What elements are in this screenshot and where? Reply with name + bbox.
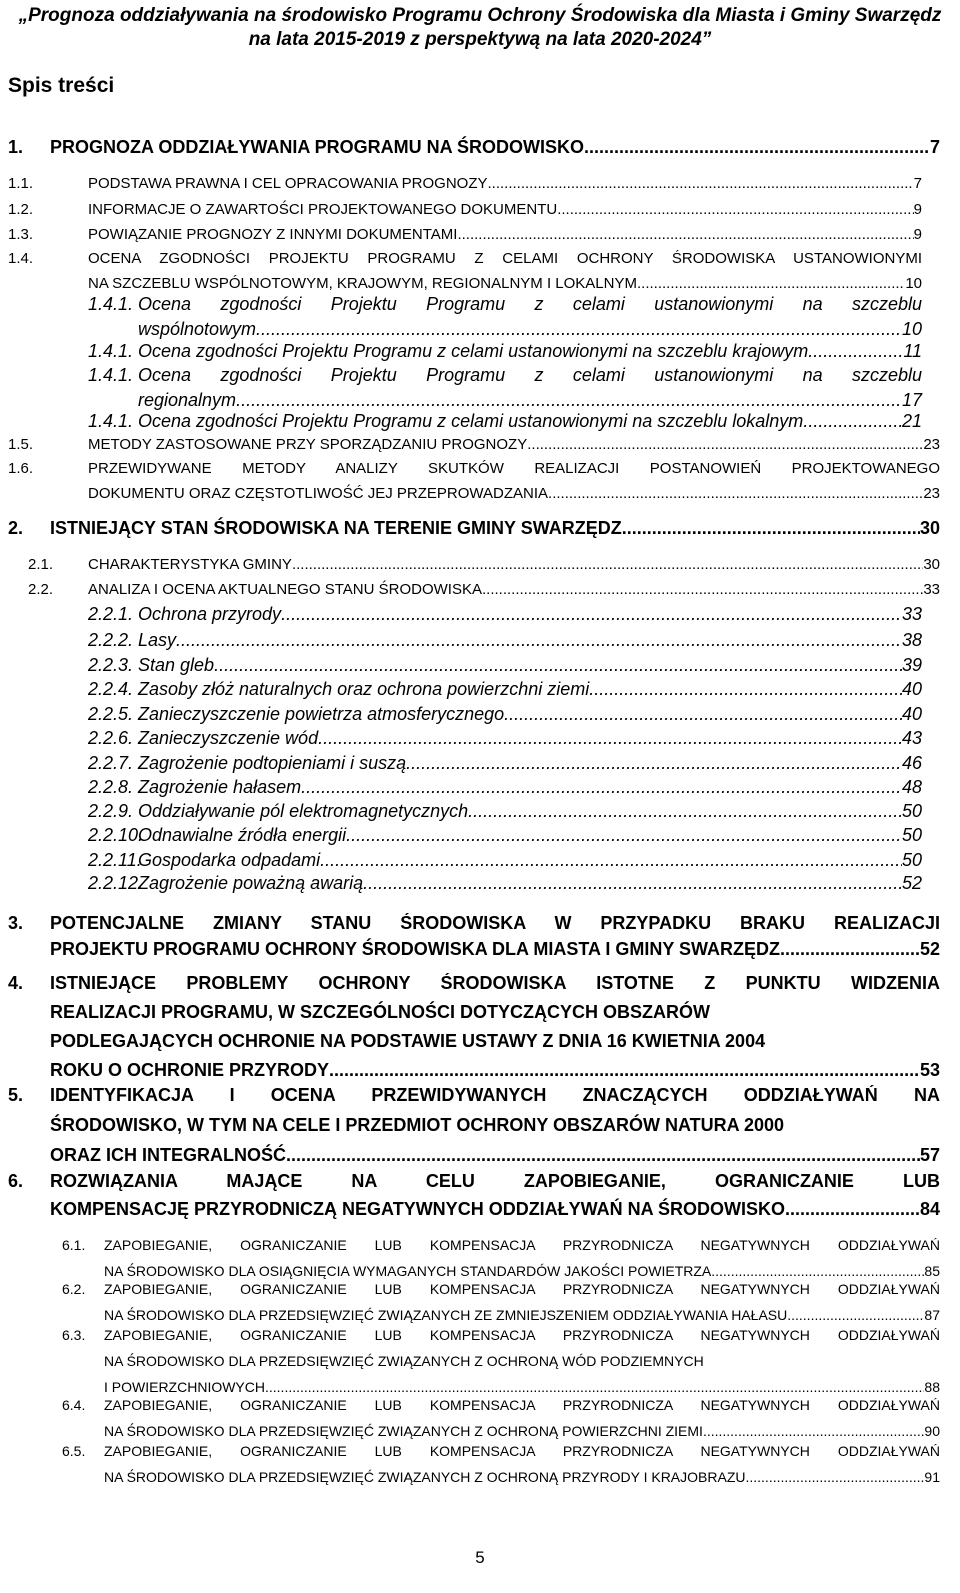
toc-entry-title: Ocena zgodności Projektu Programu z celami ustanowionymi na szczeblu lokalnym	[138, 411, 804, 431]
toc-entry-number: 2.2.3.	[88, 655, 134, 675]
toc-entry-title-continuation: I POWIERZCHNIOWYCH	[104, 1379, 265, 1395]
toc-entry-page-number: 40	[901, 704, 922, 724]
dot-leader	[301, 777, 902, 798]
toc-entry[interactable]	[88, 728, 922, 749]
header-line-1: „Prognoza oddziaływania na środowisko Programu Ochrony Środowiska dla Miasta i Gminy Swarzędz	[18, 5, 942, 26]
toc-entry-page-number: 50	[901, 825, 922, 845]
toc-entry-title-continuation: DOKUMENTU ORAZ CZĘSTOTLIWOŚĆ JEJ PRZEPROWADZANIA	[88, 485, 549, 502]
toc-entry-title: Zanieczyszczenie powietrza atmosferycznego	[138, 704, 505, 724]
toc-entry-number: 2.2.10.	[88, 825, 144, 845]
toc-entry-number: 5.	[8, 1085, 24, 1105]
toc-entry-title: Oddziaływanie pól elektromagnetycznych	[138, 801, 469, 821]
dot-leader	[622, 518, 920, 539]
dot-leader	[711, 1263, 924, 1279]
toc-entry-continuation[interactable]	[104, 1469, 940, 1485]
toc-entry[interactable]	[62, 1443, 940, 1459]
toc-entry[interactable]	[88, 411, 922, 432]
dot-leader	[363, 873, 902, 894]
toc-entry-number: 1.3.	[8, 226, 34, 243]
toc-entry-page-number: 23	[923, 485, 940, 502]
page-number: 5	[475, 1548, 485, 1567]
toc-entry-continuation[interactable]	[88, 485, 940, 502]
toc-entry-page-number: 85	[924, 1263, 940, 1279]
toc-entry-page-number: 33	[923, 581, 940, 598]
toc-entry-page-number: 39	[901, 655, 922, 675]
toc-entry-title: Odnawialne źródła energii	[138, 825, 347, 845]
dot-leader	[557, 201, 913, 218]
toc-entry-number: 2.2.5.	[88, 704, 134, 724]
dot-leader	[286, 1145, 920, 1166]
dot-leader	[637, 275, 905, 292]
dot-leader	[468, 801, 902, 822]
toc-entry-page-number: 38	[901, 630, 922, 650]
toc-entry-title: ZAPOBIEGANIE, OGRANICZANIE LUB KOMPENSACJA PRZYRODNICZA NEGATYWNYCH ODDZIAŁYWAŃ	[104, 1237, 940, 1253]
toc-entry[interactable]	[88, 873, 922, 894]
toc-entry-continuation[interactable]	[50, 1115, 940, 1136]
toc-entry-page-number: 46	[901, 753, 922, 773]
dot-leader	[548, 485, 923, 502]
toc-entry-page-number: 23	[923, 436, 940, 453]
dot-leader	[527, 436, 923, 453]
dot-leader	[457, 226, 913, 243]
toc-entry-page-number: 10	[901, 319, 922, 339]
toc-entry-number: 2.2.8.	[88, 777, 134, 797]
toc-entry-number: 1.1.	[8, 175, 34, 192]
toc-entry-title: Ocena zgodności Projektu Programu z celami ustanowionymi na szczeblu krajowym	[138, 341, 809, 361]
toc-entry-number: 2.1.	[28, 556, 54, 573]
toc-entry[interactable]	[62, 1237, 940, 1253]
toc-entry[interactable]	[88, 679, 922, 700]
toc-entry[interactable]	[8, 973, 940, 994]
toc-entry-title: CHARAKTERYSTYKA GMINY	[88, 556, 292, 573]
toc-entry-number: 1.4.1.	[88, 341, 134, 361]
toc-entry-title: ZAPOBIEGANIE, OGRANICZANIE LUB KOMPENSACJA PRZYRODNICZA NEGATYWNYCH ODDZIAŁYWAŃ	[104, 1443, 940, 1459]
toc-entry-page-number: 87	[924, 1307, 940, 1323]
toc-entry[interactable]	[88, 365, 922, 386]
toc-entry-page-number: 7	[913, 175, 922, 192]
toc-entry-number: 4.	[8, 973, 24, 993]
toc-entry[interactable]	[88, 777, 922, 798]
toc-entry-title: IDENTYFIKACJA I OCENA PRZEWIDYWANYCH ZNACZĄCYCH ODDZIAŁYWAŃ NA	[50, 1085, 940, 1105]
toc-entry-continuation[interactable]	[88, 275, 922, 292]
toc-entry-title: INFORMACJE O ZAWARTOŚCI PROJEKTOWANEGO DOKUMENTU	[88, 201, 558, 218]
dot-leader	[482, 581, 923, 598]
dot-leader	[281, 604, 902, 625]
toc-entry-title: Zagrożenie podtopieniami i suszą	[138, 753, 407, 773]
toc-entry-page-number: 40	[901, 679, 922, 699]
toc-entry-title: ROZWIĄZANIA MAJĄCE NA CELU ZAPOBIEGANIE, OGRANICZANIE LUB	[50, 1171, 940, 1191]
toc-entry[interactable]	[8, 436, 940, 453]
toc-entry-number: 6.2.	[62, 1281, 86, 1297]
toc-entry-continuation[interactable]	[104, 1307, 940, 1323]
toc-entry-title: Lasy	[138, 630, 177, 650]
toc-entry-page-number: 10	[905, 275, 922, 292]
toc-entry-page-number: 50	[901, 850, 922, 870]
toc-entry[interactable]	[8, 1171, 940, 1192]
toc-entry[interactable]	[28, 581, 940, 598]
toc-entry-continuation[interactable]	[50, 1060, 940, 1081]
dot-leader	[176, 630, 902, 651]
dot-leader	[488, 175, 914, 192]
toc-entry-number: 6.5.	[62, 1443, 86, 1459]
toc-entry-title-continuation: ROKU O OCHRONIE PRZYRODY	[50, 1060, 330, 1080]
toc-entry-title-continuation: ORAZ ICH INTEGRALNOŚĆ	[50, 1145, 286, 1165]
toc-entry-page-number: 11	[903, 341, 922, 361]
toc-entry-title: PODSTAWA PRAWNA I CEL OPRACOWANIA PROGNOZY	[88, 175, 488, 192]
dot-leader	[320, 850, 902, 871]
toc-entry[interactable]	[62, 1397, 940, 1413]
toc-entry[interactable]	[88, 655, 922, 676]
dot-leader	[292, 556, 923, 573]
dot-leader	[329, 1060, 920, 1081]
toc-entry-number: 6.4.	[62, 1397, 86, 1413]
dot-leader	[780, 939, 920, 960]
toc-entry-page-number: 21	[901, 411, 922, 431]
toc-entry-page-number: 9	[913, 226, 922, 243]
toc-entry-number: 2.2.9.	[88, 801, 134, 821]
toc-entry[interactable]	[28, 556, 940, 573]
toc-entry-number: 1.6.	[8, 460, 34, 477]
toc-entry-title-continuation: NA ŚRODOWISKO DLA PRZEDSIĘWZIĘĆ ZWIĄZANYCH Z OCHRONĄ POWIERZCHNI ZIEMI	[104, 1423, 703, 1439]
toc-entry-title-continuation: NA ŚRODOWISKO DLA PRZEDSIĘWZIĘĆ ZWIĄZANYCH Z OCHRONĄ WÓD PODZIEMNYCH	[104, 1353, 704, 1369]
toc-entry-title-continuation: PROJEKTU PROGRAMU OCHRONY ŚRODOWISKA DLA MIASTA I GMINY SWARZĘDZ	[50, 939, 781, 959]
toc-entry-number: 2.2.4.	[88, 679, 134, 699]
toc-entry-number: 6.1.	[62, 1237, 86, 1253]
dot-leader	[236, 390, 902, 411]
toc-entry-number: 3.	[8, 913, 24, 933]
dot-leader	[785, 1199, 920, 1220]
toc-entry-page-number: 53	[919, 1060, 940, 1080]
toc-entry-title-continuation: PODLEGAJĄCYCH OCHRONIE NA PODSTAWIE USTAWY Z DNIA 16 KWIETNIA 2004	[50, 1031, 766, 1051]
toc-entry[interactable]	[8, 175, 922, 192]
dot-leader	[265, 1379, 924, 1395]
toc-entry-title-continuation: ŚRODOWISKO, W TYM NA CELE I PRZEDMIOT OCHRONY OBSZARÓW NATURA 2000	[50, 1115, 785, 1135]
toc-entry-title-continuation: NA ŚRODOWISKO DLA PRZEDSIĘWZIĘĆ ZWIĄZANYCH Z OCHRONĄ PRZYRODY I KRAJOBRAZU	[104, 1469, 746, 1485]
toc-entry-number: 1.4.	[8, 250, 34, 267]
toc-entry[interactable]	[88, 341, 922, 362]
toc-entry-number: 2.2.2.	[88, 630, 134, 650]
toc-entry-page-number: 30	[923, 556, 940, 573]
dot-leader	[808, 341, 903, 362]
header-line-2: na lata 2015-2019 z perspektywą na lata 2020-2024”	[248, 29, 712, 50]
toc-entry-number: 1.	[8, 137, 24, 157]
toc-entry[interactable]	[8, 913, 940, 934]
toc-entry-title: Zasoby złóż naturalnych oraz ochrona powierzchni ziemi	[138, 679, 590, 699]
dot-leader	[346, 825, 902, 846]
toc-entry[interactable]	[88, 825, 922, 846]
toc-entry[interactable]	[8, 226, 922, 243]
toc-entry[interactable]	[8, 518, 940, 539]
toc-entry-number: 1.4.1.	[88, 365, 134, 385]
toc-entry[interactable]	[8, 137, 940, 158]
toc-entry-page-number: 9	[913, 201, 922, 218]
toc-entry-title: ISTNIEJĄCE PROBLEMY OCHRONY ŚRODOWISKA ISTOTNE Z PUNKTU WIDZENIA	[50, 973, 940, 993]
toc-entry-number: 6.3.	[62, 1327, 86, 1343]
toc-entry-number: 2.	[8, 518, 24, 538]
document-header	[0, 4, 960, 52]
toc-entry[interactable]	[88, 704, 922, 725]
toc-title: Spis treści	[8, 74, 115, 97]
toc-entry-page-number: 57	[919, 1145, 940, 1165]
toc-entry-number: 2.2.7.	[88, 753, 134, 773]
toc-entry[interactable]	[88, 850, 922, 871]
toc-entry-title: METODY ZASTOSOWANE PRZY SPORZĄDZANIU PROGNOZY	[88, 436, 528, 453]
toc-entry-continuation[interactable]	[50, 1199, 940, 1220]
toc-entry-title: ZAPOBIEGANIE, OGRANICZANIE LUB KOMPENSACJA PRZYRODNICZA NEGATYWNYCH ODDZIAŁYWAŃ	[104, 1397, 940, 1413]
toc-entry-continuation[interactable]	[50, 1002, 940, 1023]
dot-leader	[787, 1307, 924, 1323]
toc-entry-title: ANALIZA I OCENA AKTUALNEGO STANU ŚRODOWISKA	[88, 581, 482, 598]
toc-entry-title: ISTNIEJĄCY STAN ŚRODOWISKA NA TERENIE GMINY SWARZĘDZ	[50, 518, 622, 538]
toc-entry-continuation[interactable]	[104, 1379, 940, 1395]
toc-entry[interactable]	[88, 294, 922, 315]
toc-entry-page-number: 50	[901, 801, 922, 821]
dot-leader	[584, 137, 930, 158]
toc-entry-page-number: 17	[901, 390, 922, 410]
toc-entry[interactable]	[8, 201, 922, 218]
toc-entry-page-number: 91	[924, 1469, 940, 1485]
toc-entry-number: 1.2.	[8, 201, 34, 218]
toc-entry-page-number: 7	[929, 137, 940, 157]
toc-entry-title: Gospodarka odpadami	[138, 850, 321, 870]
toc-entry-title: POTENCJALNE ZMIANY STANU ŚRODOWISKA W PRZYPADKU BRAKU REALIZACJI	[50, 913, 940, 933]
toc-entry-number: 1.4.1.	[88, 411, 134, 431]
toc-entry-page-number: 52	[919, 939, 940, 959]
dot-leader	[406, 753, 902, 774]
toc-entry[interactable]	[8, 1085, 940, 1106]
toc-entry-title-continuation: REALIZACJI PROGRAMU, W SZCZEGÓLNOŚCI DOTYCZĄCYCH OBSZARÓW	[50, 1002, 710, 1022]
toc-entry[interactable]	[88, 801, 922, 822]
toc-entry-number: 2.2.12.	[88, 873, 144, 893]
toc-entry-continuation[interactable]	[104, 1263, 940, 1279]
dot-leader	[703, 1423, 924, 1439]
dot-leader	[803, 411, 902, 432]
dot-leader	[256, 319, 902, 340]
toc-entry-continuation[interactable]	[104, 1353, 940, 1369]
toc-entry-page-number: 52	[901, 873, 922, 893]
toc-entry-page-number: 33	[901, 604, 922, 624]
toc-entry-title-continuation: wspólnotowym	[138, 319, 257, 339]
toc-entry-title: POWIĄZANIE PROGNOZY Z INNYMI DOKUMENTAMI	[88, 226, 458, 243]
dot-leader	[318, 728, 902, 749]
toc-entry-title: Ocena zgodności Projektu Programu z celami ustanowionymi na szczeblu	[138, 365, 922, 385]
toc-entry[interactable]	[88, 604, 922, 625]
toc-entry-title-continuation: NA ŚRODOWISKO DLA PRZEDSIĘWZIĘĆ ZWIĄZANYCH ZE ZMNIEJSZENIEM ODDZIAŁYWANIA HAŁASU	[104, 1307, 788, 1323]
toc-entry-continuation[interactable]	[104, 1423, 940, 1439]
toc-entry[interactable]	[88, 753, 922, 774]
toc-entry-title: PRZEWIDYWANE METODY ANALIZY SKUTKÓW REALIZACJI POSTANOWIEŃ PROJEKTOWANEGO	[88, 460, 940, 477]
toc-entry-continuation[interactable]	[50, 1031, 940, 1052]
toc-entry-page-number: 48	[901, 777, 922, 797]
toc-entry-title: Zagrożenie hałasem	[138, 777, 302, 797]
toc-entry-title: ZAPOBIEGANIE, OGRANICZANIE LUB KOMPENSACJA PRZYRODNICZA NEGATYWNYCH ODDZIAŁYWAŃ	[104, 1327, 940, 1343]
toc-entry-number: 2.2.1.	[88, 604, 134, 624]
toc-entry-title: ZAPOBIEGANIE, OGRANICZANIE LUB KOMPENSACJA PRZYRODNICZA NEGATYWNYCH ODDZIAŁYWAŃ	[104, 1281, 940, 1297]
toc-entry-title-continuation: KOMPENSACJĘ PRZYRODNICZĄ NEGATYWNYCH ODDZIAŁYWAŃ NA ŚRODOWISKO	[50, 1199, 786, 1219]
toc-entry-page-number: 43	[901, 728, 922, 748]
toc-entry-number: 2.2.6.	[88, 728, 134, 748]
toc-entry-title: Ocena zgodności Projektu Programu z celami ustanowionymi na szczeblu	[138, 294, 922, 314]
toc-entry-page-number: 84	[919, 1199, 940, 1219]
toc-entry-continuation[interactable]	[50, 939, 940, 960]
toc-entry[interactable]	[8, 250, 922, 267]
toc-entry-number: 2.2.	[28, 581, 54, 598]
toc-entry[interactable]	[62, 1327, 940, 1343]
toc-entry-title: Zagrożenie poważną awarią	[138, 873, 364, 893]
toc-entry-number: 1.5.	[8, 436, 34, 453]
dot-leader	[589, 679, 902, 700]
toc-entry-title: Ochrona przyrody	[138, 604, 282, 624]
toc-entry-number: 2.2.11.	[88, 850, 142, 870]
toc-entry[interactable]	[62, 1281, 940, 1297]
toc-entry-title: Zanieczyszczenie wód	[138, 728, 319, 748]
toc-entry-number: 1.4.1.	[88, 294, 134, 314]
dot-leader	[745, 1469, 924, 1485]
toc-entry-title-continuation: NA SZCZEBLU WSPÓLNOTOWYM, KRAJOWYM, REGIONALNYM I LOKALNYM	[88, 275, 637, 292]
toc-entry-continuation[interactable]	[138, 390, 922, 411]
toc-entry[interactable]	[88, 630, 922, 651]
toc-entry-page-number: 88	[924, 1379, 940, 1395]
toc-entry-continuation[interactable]	[138, 319, 922, 340]
toc-entry-title: Stan gleb	[138, 655, 215, 675]
toc-entry-page-number: 90	[924, 1423, 940, 1439]
toc-entry-title: OCENA ZGODNOŚCI PROJEKTU PROGRAMU Z CELAMI OCHRONY ŚRODOWISKA USTANOWIONYMI	[88, 250, 922, 267]
toc-entry-number: 6.	[8, 1171, 24, 1191]
dot-leader	[214, 655, 902, 676]
toc-entry-title: PROGNOZA ODDZIAŁYWANIA PROGRAMU NA ŚRODOWISKO	[50, 137, 584, 157]
toc-entry[interactable]	[8, 460, 940, 477]
toc-entry-title-continuation: regionalnym	[138, 390, 237, 410]
dot-leader	[504, 704, 902, 725]
toc-entry-title-continuation: NA ŚRODOWISKO DLA OSIĄGNIĘCIA WYMAGANYCH STANDARDÓW JAKOŚCI POWIETRZA	[104, 1263, 712, 1279]
toc-entry-page-number: 30	[919, 518, 940, 538]
toc-entry-continuation[interactable]	[50, 1145, 940, 1166]
